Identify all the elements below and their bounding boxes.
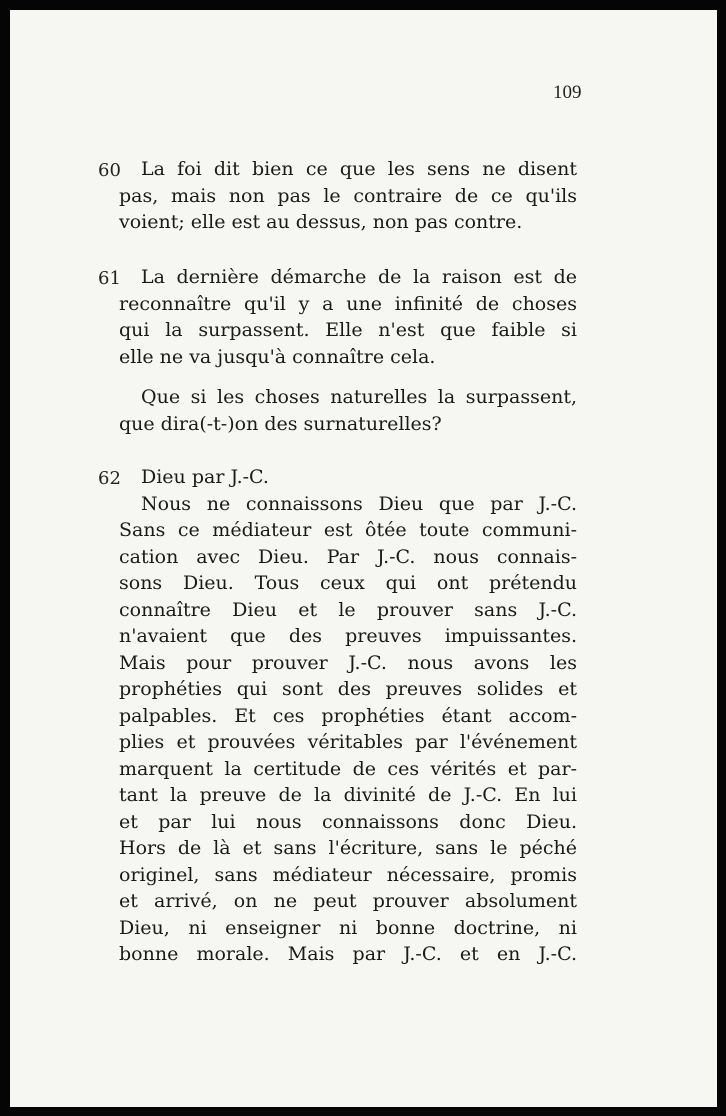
text-line: connaître Dieu et le prouver sans J.-C. bbox=[119, 598, 577, 621]
text-line: reconnaître qu'il y a une infinité de choses bbox=[119, 292, 577, 315]
fragment-61-continuation bbox=[119, 384, 577, 437]
text-line: cation avec Dieu. Par J.-C. nous connais- bbox=[119, 545, 577, 568]
text-line: elle ne va jusqu'à connaître cela. bbox=[119, 345, 436, 368]
text-line: voient; elle est au dessus, non pas contre. bbox=[119, 211, 523, 233]
text-line: pas, mais non pas le contraire de ce qu'ils bbox=[119, 184, 577, 207]
text-line: bonne morale. Mais par J.-C. et en J.-C. bbox=[119, 943, 577, 965]
fragment-heading: Dieu par J.-C. bbox=[141, 466, 269, 488]
page-number: 109 bbox=[553, 82, 582, 103]
book-page bbox=[10, 10, 717, 1107]
text-line: Hors de là et sans l'écriture, sans le péché bbox=[119, 837, 577, 859]
fragment-62-text bbox=[119, 464, 577, 968]
text-line: Que si les choses naturelles la surpassent, bbox=[141, 386, 577, 408]
text-line: Dieu, ni enseigner ni bonne doctrine, ni bbox=[119, 916, 577, 939]
text-line: plies et prouvées véritables par l'événement bbox=[119, 731, 577, 753]
text-line: originel, sans médiateur nécessaire, promis bbox=[119, 863, 577, 886]
text-line: et par lui nous connaissons donc Dieu. bbox=[119, 810, 577, 833]
text-line: marquent la certitude de ces vérités et par- bbox=[119, 757, 577, 780]
text-line: tant la preuve de la divinité de J.-C. En lui bbox=[119, 784, 577, 806]
fragment-number: 61 bbox=[98, 268, 121, 289]
fragment-number: 60 bbox=[98, 160, 121, 181]
text-line: Nous ne connaissons Dieu que par J.-C. bbox=[141, 492, 577, 515]
fragment-number: 62 bbox=[98, 468, 121, 489]
text-line: prophéties qui sont des preuves solides et bbox=[119, 678, 577, 700]
fragment-61-text bbox=[119, 264, 577, 370]
fragment-60-text bbox=[119, 156, 577, 236]
text-line: La dernière démarche de la raison est de bbox=[141, 266, 577, 288]
text-line: La foi dit bien ce que les sens ne disent bbox=[141, 158, 577, 180]
text-line: sons Dieu. Tous ceux qui ont prétendu bbox=[119, 572, 577, 594]
text-line: palpables. Et ces prophéties étant accom- bbox=[119, 704, 577, 727]
text-line: et arrivé, on ne peut prouver absolument bbox=[119, 890, 577, 912]
text-line: Mais pour prouver J.-C. nous avons les bbox=[119, 651, 577, 674]
text-line: Sans ce médiateur est ôtée toute communi- bbox=[119, 519, 577, 541]
text-line: que dira(-t-)on des surnaturelles? bbox=[119, 412, 442, 435]
text-line: n'avaient que des preuves impuissantes. bbox=[119, 625, 577, 647]
text-line: qui la surpassent. Elle n'est que faible si bbox=[119, 319, 577, 341]
